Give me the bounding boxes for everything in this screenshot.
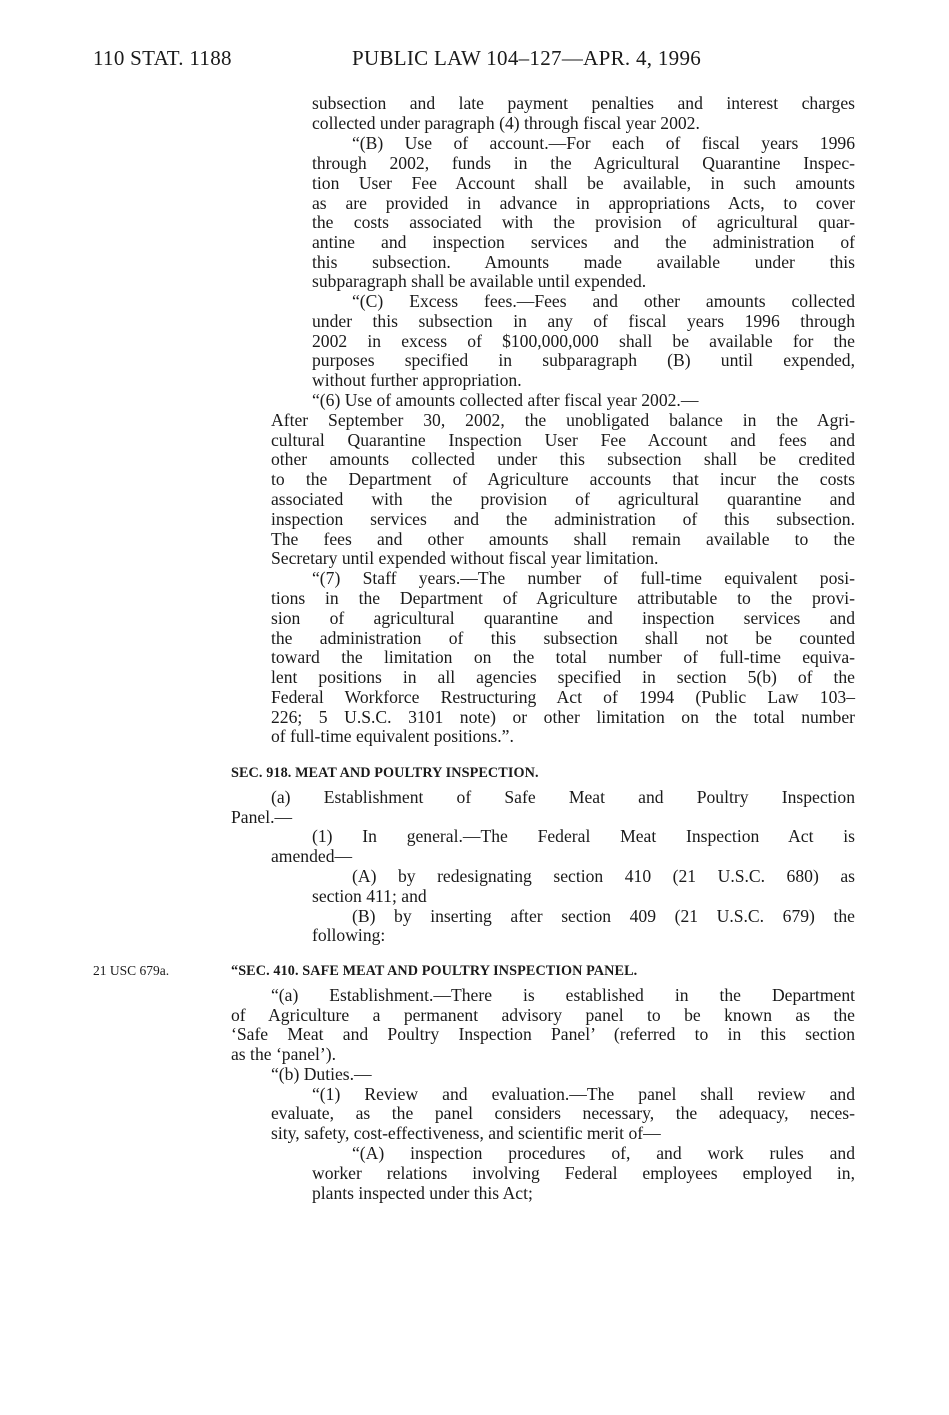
text-line: The fees and other amounts shall remain available to the [271, 529, 855, 549]
text-line: Secretary until expended without fiscal year limitation. [271, 548, 659, 568]
text-line: “(6) Use of amounts collected after fiscal year 2002.— [312, 390, 699, 410]
text-line: the administration of this subsection shall not be counted [271, 628, 855, 648]
text-line: other amounts collected under this subsection shall be credited [271, 449, 855, 469]
text-line: the costs associated with the provision of agricultural quar- [312, 212, 855, 232]
text-line: antine and inspection services and the administration of [312, 232, 855, 252]
text-line: (B) by inserting after section 409 (21 U.S.C. 679) the [352, 906, 855, 926]
text-line: evaluate, as the panel considers necessary, the adequacy, neces- [271, 1103, 855, 1123]
text-line: subparagraph shall be available until expended. [312, 271, 647, 291]
text-line: sion of agricultural quarantine and inspection services and [271, 608, 855, 628]
text-line: (A) by redesignating section 410 (21 U.S.C. 680) as [352, 866, 855, 886]
text-line: cultural Quarantine Inspection User Fee Account and fees and [271, 430, 855, 450]
text-line: subsection and late payment penalties and interest charges [312, 93, 855, 113]
section-heading: SEC. 918. MEAT AND POULTRY INSPECTION. [231, 765, 539, 781]
text-line: amended— [271, 846, 353, 866]
section-heading: “SEC. 410. SAFE MEAT AND POULTRY INSPECTION PANEL. [231, 963, 638, 979]
running-title: PUBLIC LAW 104–127—APR. 4, 1996 [352, 46, 702, 70]
text-line: collected under paragraph (4) through fiscal year 2002. [312, 113, 700, 133]
text-line: Federal Workforce Restructuring Act of 1994 (Public Law 103– [271, 687, 855, 707]
text-line: “(b) Duties.— [271, 1064, 372, 1084]
text-line: purposes specified in subparagraph (B) until expended, [312, 350, 855, 370]
text-line: under this subsection in any of fiscal years 1996 through [312, 311, 855, 331]
text-line: 2002 in excess of $100,000,000 shall be available for the [312, 331, 855, 351]
text-line: inspection services and the administration of this subsection. [271, 509, 855, 529]
text-line: Panel.— [231, 807, 293, 827]
text-line: of Agriculture a permanent advisory panel to be known as the [231, 1005, 855, 1025]
text-line: toward the limitation on the total number of full-time equiva- [271, 647, 855, 667]
text-line: “(a) Establishment.—There is established in the Department [271, 985, 855, 1005]
text-line: plants inspected under this Act; [312, 1183, 533, 1203]
text-line: tion User Fee Account shall be available, in such amounts [312, 173, 855, 193]
text-line: tions in the Department of Agriculture attributable to the provi- [271, 588, 855, 608]
text-line: “(C) Excess fees.—Fees and other amounts collected [352, 291, 855, 311]
margin-citation: 21 USC 679a. [93, 963, 170, 978]
text-line: ‘Safe Meat and Poultry Inspection Panel’ (referred to in this section [231, 1024, 855, 1044]
text-line: associated with the provision of agricultural quarantine and [271, 489, 855, 509]
text-line: sity, safety, cost-effectiveness, and scientific merit of— [271, 1123, 661, 1143]
text-line: as the ‘panel’). [231, 1044, 337, 1064]
text-line: through 2002, funds in the Agricultural Quarantine Inspec- [312, 153, 855, 173]
text-line: following: [312, 925, 386, 945]
text-line: as are provided in advance in appropriations Acts, to cover [312, 193, 855, 213]
text-line: 226; 5 U.S.C. 3101 note) or other limitation on the total number [271, 707, 855, 727]
text-line: “(7) Staff years.—The number of full-time equivalent posi- [312, 568, 855, 588]
text-line: After September 30, 2002, the unobligated balance in the Agri- [271, 410, 855, 430]
text-line: to the Department of Agriculture accounts that incur the costs [271, 469, 855, 489]
text-line: “(A) inspection procedures of, and work rules and [352, 1143, 855, 1163]
text-line: “(1) Review and evaluation.—The panel shall review and [312, 1084, 855, 1104]
text-line: this subsection. Amounts made available under this [312, 252, 855, 272]
text-line: section 411; and [312, 886, 427, 906]
text-line: lent positions in all agencies specified in section 5(b) of the [271, 667, 855, 687]
page-reference: 110 STAT. 1188 [93, 46, 232, 70]
text-line: “(B) Use of account.—For each of fiscal years 1996 [352, 133, 855, 153]
text-line: without further appropriation. [312, 370, 522, 390]
text-line: of full-time equivalent positions.”. [271, 726, 514, 746]
text-line: worker relations involving Federal employees employed in, [312, 1163, 855, 1183]
text-line: (a) Establishment of Safe Meat and Poultry Inspection [271, 787, 855, 807]
text-line: (1) In general.—The Federal Meat Inspection Act is [312, 826, 855, 846]
